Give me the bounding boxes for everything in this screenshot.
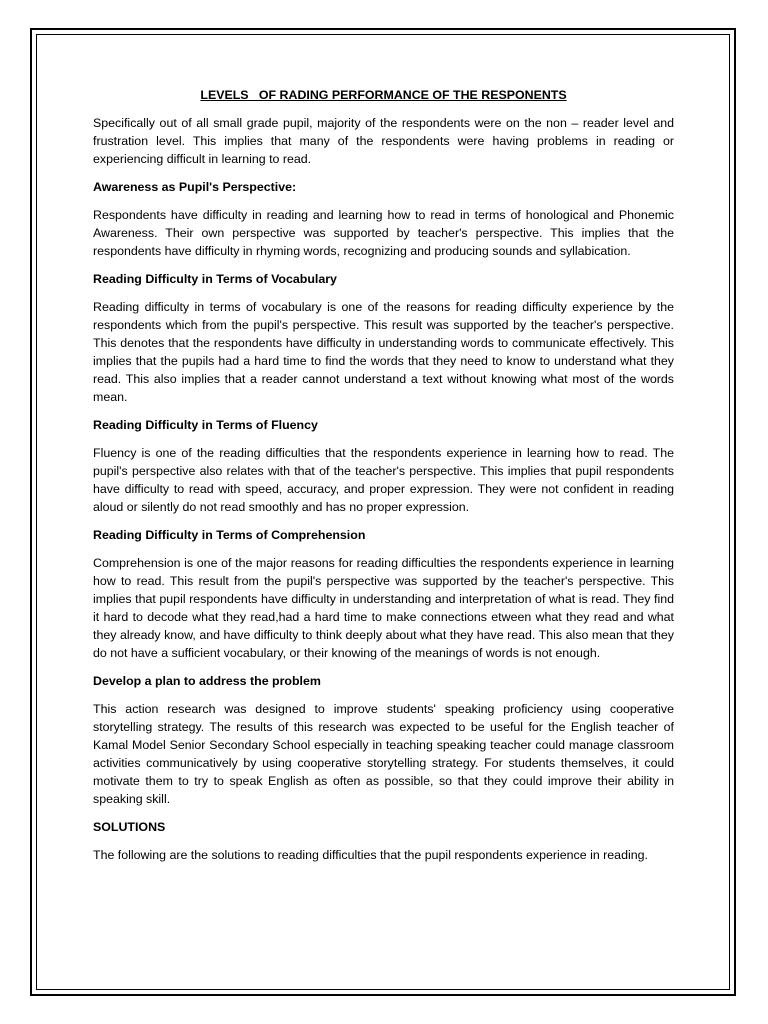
section-heading-vocabulary: Reading Difficulty in Terms of Vocabulary xyxy=(93,272,337,286)
section-heading-plan: Develop a plan to address the problem xyxy=(93,674,321,688)
document-body xyxy=(93,86,674,874)
section-heading-solutions: SOLUTIONS xyxy=(93,820,166,834)
section-heading-comprehension: Reading Difficulty in Terms of Comprehension xyxy=(93,528,366,542)
document-title: LEVELS OF RADING PERFORMANCE OF THE RESPONENTS xyxy=(200,88,567,102)
section-body-fluency: Fluency is one of the reading difficulties that the respondents experience in learning how to read. The pupil's perspective also relates with that of the teacher's perspective. This implies that pupil respondents have difficulty to read with speed, accuracy, and proper expression. They were not confident in reading aloud or silently do not read smoothly and has no proper expression. xyxy=(93,446,674,514)
section-heading-fluency: Reading Difficulty in Terms of Fluency xyxy=(93,418,318,432)
section-body-solutions: The following are the solutions to reading difficulties that the pupil respondents experience in reading. xyxy=(93,848,648,862)
section-body-plan: This action research was designed to improve students' speaking proficiency using cooperative storytelling strategy. The results of this research was expected to be useful for the English teacher of Kamal Model Senior Secondary School especially in teaching speaking teacher could manage classroom activities communicatively by using cooperative storytelling strategy. For students themselves, it could motivate them to try to speak English as often as possible, so that they could improve their ability in speaking skill. xyxy=(93,702,674,806)
section-body-vocabulary: Reading difficulty in terms of vocabulary is one of the reasons for reading difficulty experience by the respondents which from the pupil's perspective. This result was supported by the teacher's perspective. This denotes that the respondents have difficulty in understanding words to communicate effectively. This implies that the pupils had a hard time to find the words that they need to know to understand what they read. This also implies that a reader cannot understand a text without knowing what most of the words mean. xyxy=(93,300,674,404)
section-heading-awareness: Awareness as Pupil's Perspective: xyxy=(93,180,297,194)
intro-paragraph: Specifically out of all small grade pupil, majority of the respondents were on the non – reader level and frustration level. This implies that many of the respondents were having problems in reading or experiencing difficult in learning to read. xyxy=(93,116,674,166)
section-body-comprehension: Comprehension is one of the major reasons for reading difficulties the respondents experience in learning how to read. This result from the pupil's perspective was supported by the teacher's perspective. This implies that pupil respondents have difficulty in understanding and interpretation of what is read. They find it hard to decode what they read,had a hard time to make connections etween what they read and what they already know, and have difficulty to think deeply about what they have read. This also mean that they do not have a sufficient vocabulary, or their knowing of the meanings of words is not enough. xyxy=(93,556,674,660)
section-body-awareness: Respondents have difficulty in reading and learning how to read in terms of honological and Phonemic Awareness. Their own perspective was supported by teacher's perspective. This implies that the respondents have difficulty in rhyming words, recognizing and producing sounds and syllabication. xyxy=(93,208,674,258)
